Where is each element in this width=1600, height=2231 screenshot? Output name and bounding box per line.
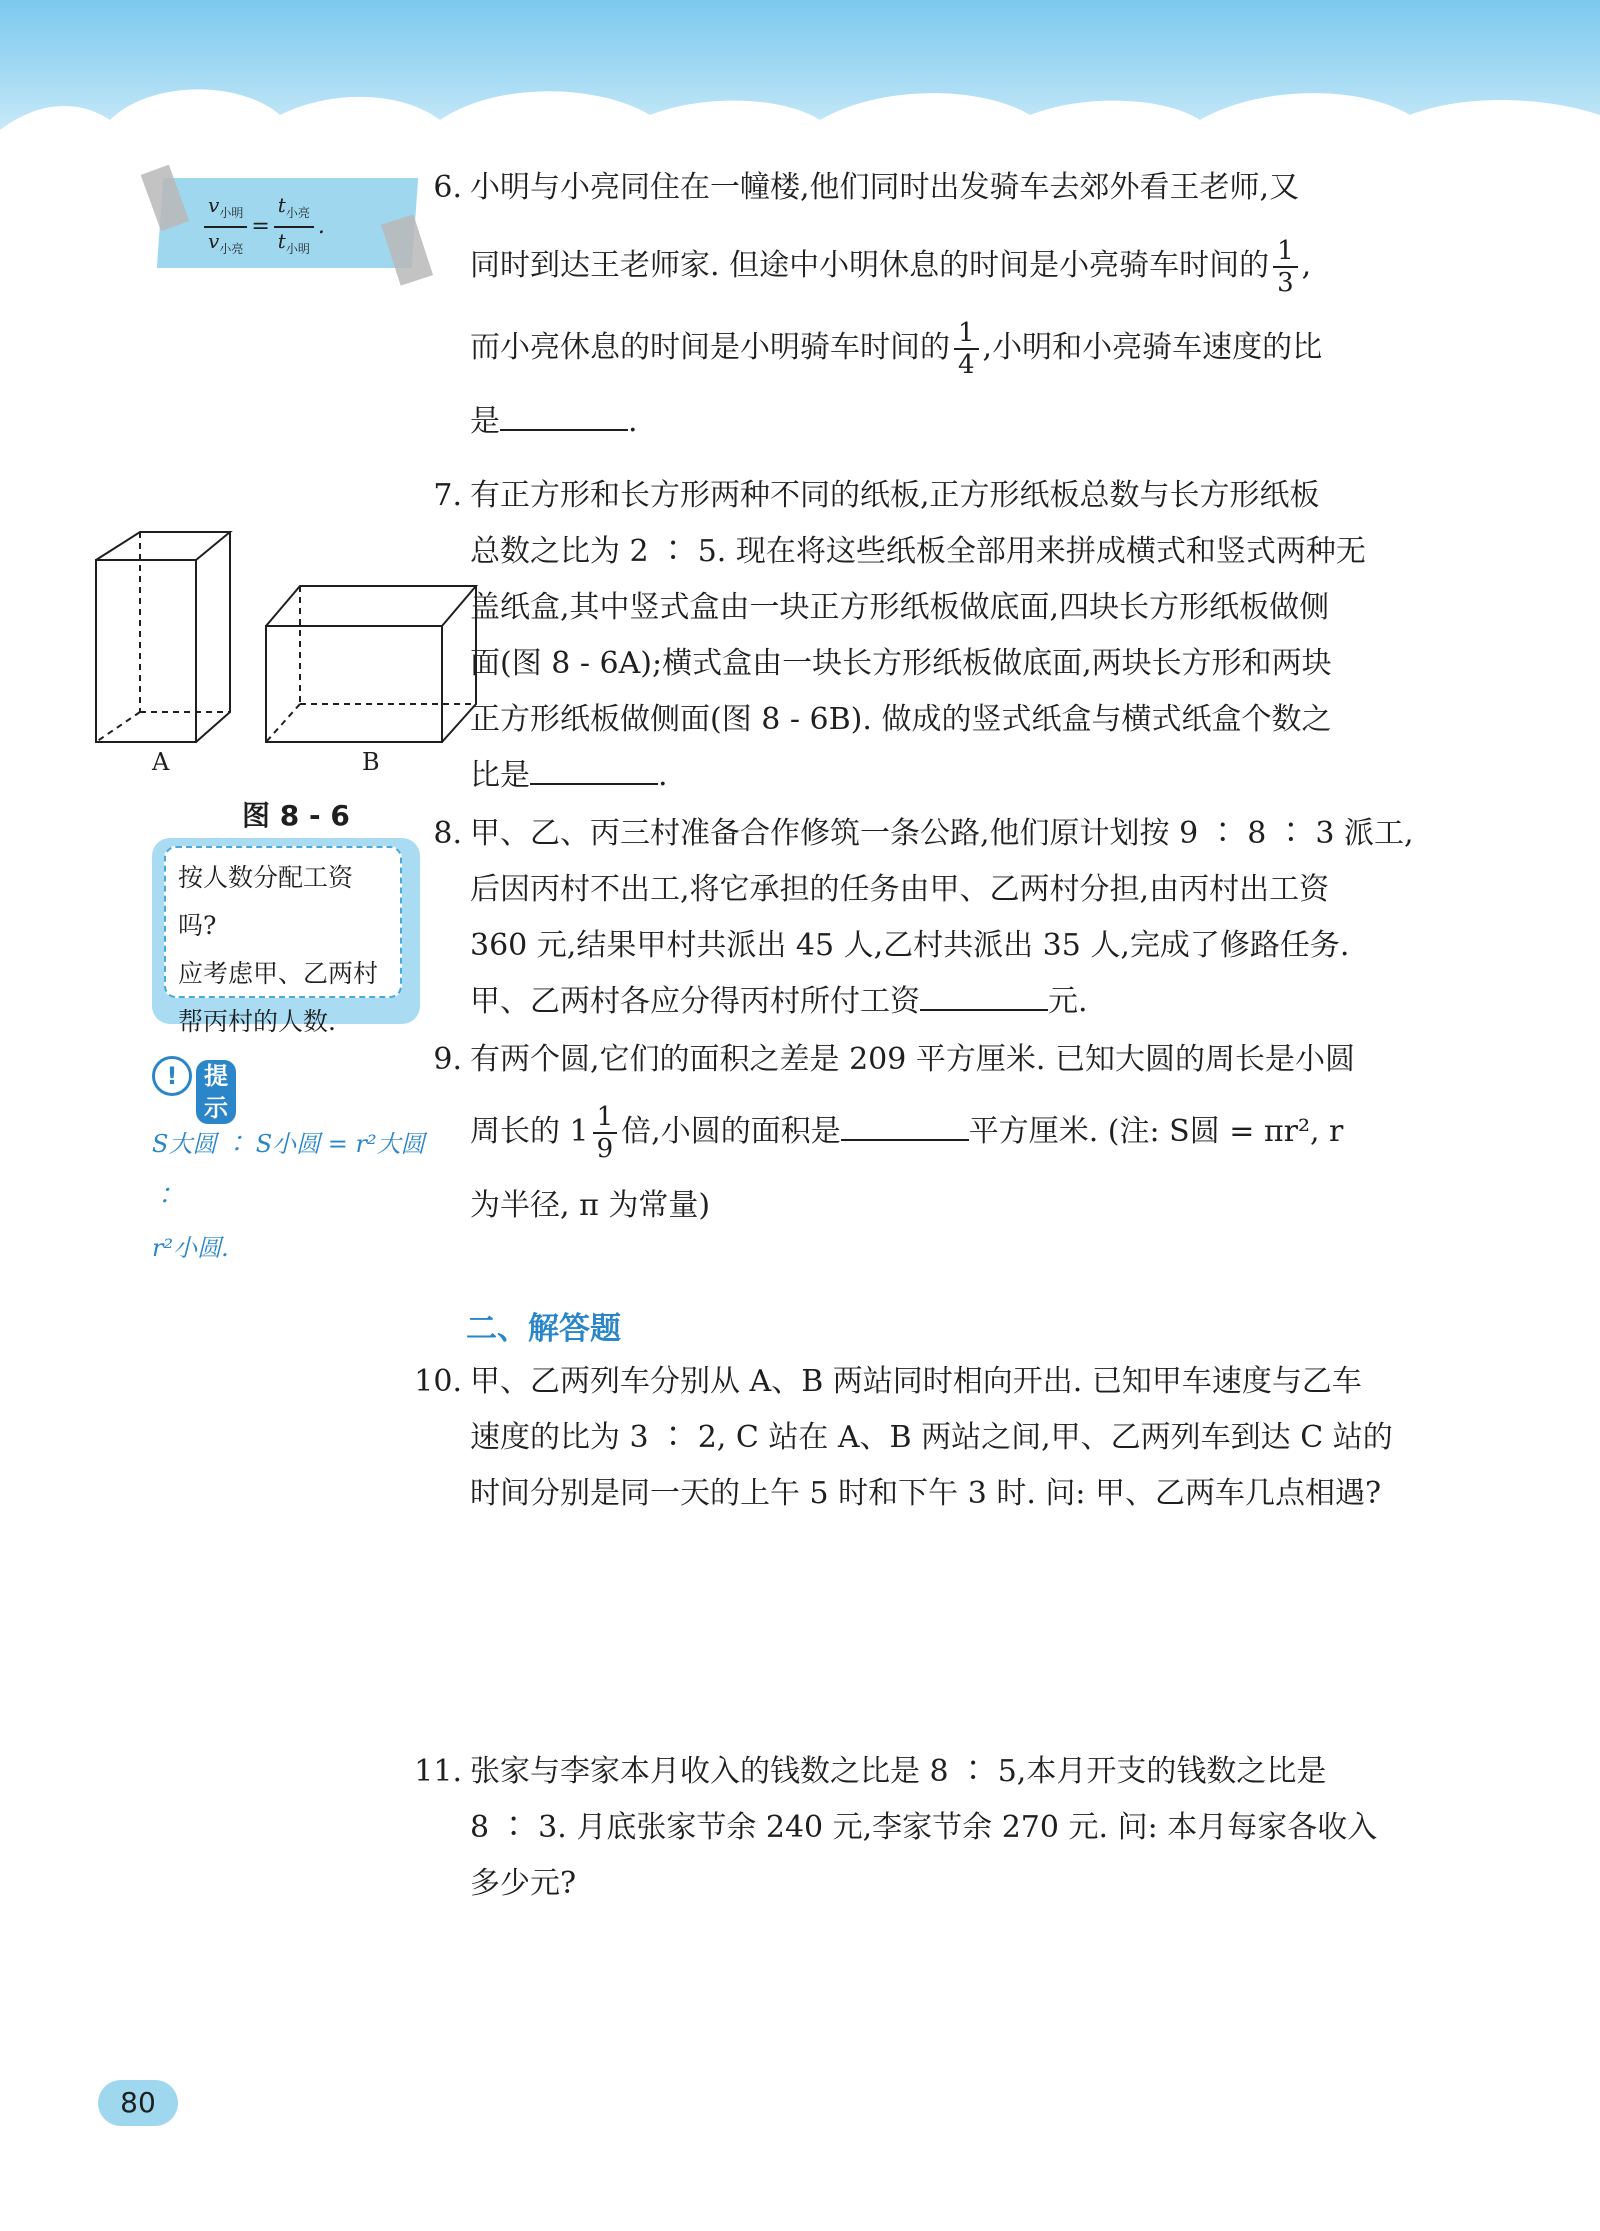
- formula-note: [150, 168, 430, 280]
- hint-text: [152, 1118, 432, 1274]
- fraction-one-fourth: $\frac{1}{4}$: [954, 318, 979, 380]
- figure-title: 图 8 - 6: [242, 799, 350, 832]
- question-number: 8.: [433, 816, 462, 851]
- q8-line-4: 甲、乙两村各应分得丙村所付工资 元.: [470, 974, 1470, 1030]
- q8-line-3: 360 元,结果甲村共派出 45 人,乙村共派出 35 人,完成了修路任务.: [470, 928, 1350, 963]
- question-number: 9.: [433, 1042, 462, 1077]
- question-number: 10.: [414, 1364, 462, 1399]
- question-8: [433, 806, 1470, 1030]
- q8-line-2: 后因丙村不出工,将它承担的任务由甲、乙两村分担,由丙村出工资: [470, 872, 1330, 907]
- answer-blank[interactable]: [841, 1109, 969, 1141]
- q7-line-1: 有正方形和长方形两种不同的纸板,正方形纸板总数与长方形纸板: [470, 478, 1320, 513]
- q9-line-3: 为半径, π 为常量): [470, 1188, 711, 1223]
- hint-label: 提示: [196, 1060, 236, 1124]
- tape-right: [381, 214, 433, 285]
- q6-line-3: 而小亮休息的时间是小明骑车时间的 $\frac{1}{4}$ ,小明和小亮骑车速度的比: [470, 318, 1323, 380]
- q6-line-1: 小明与小亮同住在一幢楼,他们同时出发骑车去郊外看王老师,又: [470, 170, 1300, 205]
- answer-blank[interactable]: [530, 753, 658, 785]
- tip-line-1: 按人数分配工资吗?: [178, 863, 354, 940]
- q10-line-1: 甲、乙两列车分别从 A、B 两站同时相向开出. 已知甲车速度与乙车: [470, 1364, 1362, 1399]
- tip-line-2: 应考虑甲、乙两村: [178, 959, 379, 988]
- speed-time-formula: $\frac{v_{小明}}{v_{小亮}}$ = $\frac{t_{小亮}}{t_{小明}}$ .: [200, 192, 325, 262]
- q6-line-2: 同时到达王老师家. 但途中小明休息的时间是小亮骑车时间的 $\frac{1}{3}$ ,: [470, 236, 1312, 298]
- q10-line-2: 速度的比为 3 ∶ 2, C 站在 A、B 两站之间,甲、乙两列车到达 C 站的: [470, 1420, 1393, 1455]
- q11-line-3: 多少元?: [470, 1866, 577, 1901]
- q7-line-6: 比是 .: [470, 748, 1470, 804]
- fraction-one-ninth: $\frac{1}{9}$: [593, 1102, 618, 1164]
- page-number: 80: [98, 2080, 178, 2126]
- header-clouds: [0, 60, 1600, 160]
- q11-line-2: 8 ∶ 3. 月底张家节余 240 元,李家节余 270 元. 问: 本月每家各收入: [470, 1810, 1378, 1845]
- answer-blank[interactable]: [500, 399, 628, 431]
- fraction-one-third: $\frac{1}{3}$: [1273, 236, 1298, 298]
- box-b-horizontal: [266, 586, 476, 742]
- question-6: [433, 160, 1470, 450]
- hint-line-2: r²小圆.: [152, 1234, 229, 1262]
- hint-line-1: S大圆 ∶ S小圆 = r²大圆 ∶: [152, 1130, 425, 1210]
- question-10: [414, 1354, 1470, 1522]
- figure-label-b: B: [362, 748, 380, 776]
- tip-line-3: 帮丙村的人数.: [178, 1007, 336, 1036]
- question-9: [433, 1032, 1470, 1234]
- q7-line-3: 盖纸盒,其中竖式盒由一块正方形纸板做底面,四块长方形纸板做侧: [470, 590, 1330, 625]
- tip-text: [164, 846, 402, 1036]
- figure-8-6-boxes: [90, 520, 490, 760]
- section-title: 二、解答题: [466, 1311, 621, 1347]
- q6-line-4: 是 .: [470, 394, 1470, 450]
- answer-blank[interactable]: [920, 979, 1048, 1011]
- question-number: 7.: [433, 478, 462, 513]
- q7-line-4: 面(图 8 - 6A);横式盒由一块长方形纸板做底面,两块长方形和两块: [470, 646, 1332, 681]
- question-number: 11.: [414, 1754, 462, 1789]
- q8-line-1: 甲、乙、丙三村准备合作修筑一条公路,他们原计划按 9 ∶ 8 ∶ 3 派工,: [470, 816, 1414, 851]
- exclamation-icon: !: [152, 1056, 192, 1096]
- figure-label-a: A: [152, 748, 170, 776]
- tip-box: [152, 838, 420, 1036]
- question-11: [414, 1744, 1470, 1912]
- q7-line-5: 正方形纸板做侧面(图 8 - 6B). 做成的竖式纸盒与横式纸盒个数之: [470, 702, 1332, 737]
- q11-line-1: 张家与李家本月收入的钱数之比是 8 ∶ 5,本月开支的钱数之比是: [470, 1754, 1327, 1789]
- q7-line-2: 总数之比为 2 ∶ 5. 现在将这些纸板全部用来拼成横式和竖式两种无: [470, 534, 1366, 569]
- box-a-vertical: [96, 532, 230, 742]
- q10-line-3: 时间分别是同一天的上午 5 时和下午 3 时. 问: 甲、乙两车几点相遇?: [470, 1476, 1382, 1511]
- q9-line-1: 有两个圆,它们的面积之差是 209 平方厘米. 已知大圆的周长是小圆: [470, 1042, 1355, 1077]
- question-7: [433, 468, 1470, 804]
- q9-line-2: 周长的 1 $\frac{1}{9}$ 倍,小圆的面积是 平方厘米. (注: S圆 = πr², r: [470, 1102, 1344, 1164]
- question-number: 6.: [433, 170, 462, 205]
